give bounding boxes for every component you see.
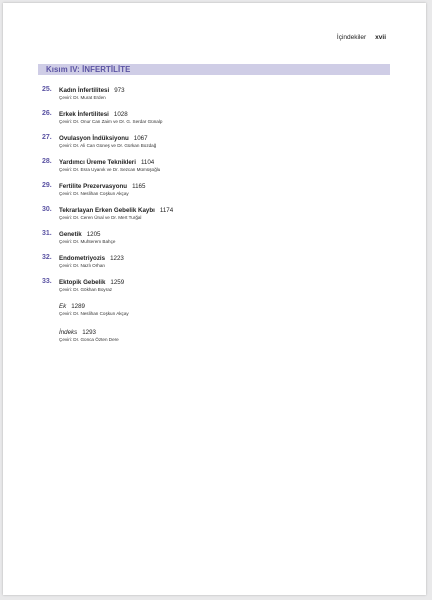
appendix-page-number: 1293 bbox=[82, 329, 96, 336]
toc-title-line bbox=[59, 302, 382, 311]
chapter-translator: Çeviri: Dr. Nazlı Orhan bbox=[59, 263, 105, 268]
chapter-title: Yardımcı Üreme Teknikleri bbox=[59, 159, 136, 166]
toc-title-line bbox=[59, 158, 160, 167]
chapter-number: 25. bbox=[42, 86, 52, 93]
toc-title-line bbox=[59, 230, 115, 239]
toc-entry-body bbox=[59, 110, 162, 125]
chapter-page-number: 1174 bbox=[159, 207, 174, 214]
chapter-title: Genetik bbox=[59, 231, 82, 238]
toc-title-line bbox=[59, 328, 382, 337]
toc-entry-body bbox=[59, 158, 160, 173]
toc-title-line bbox=[59, 86, 125, 95]
toc-appendix-entry[interactable] bbox=[59, 328, 382, 343]
running-head bbox=[337, 34, 386, 41]
chapter-number: 30. bbox=[42, 206, 52, 213]
chapter-page-number: 1259 bbox=[110, 279, 125, 286]
chapter-page-number: 1104 bbox=[140, 159, 155, 166]
chapter-title: Fertilite Prezervasyonu bbox=[59, 183, 128, 190]
table-of-contents bbox=[42, 86, 382, 354]
toc-entry-body bbox=[59, 86, 125, 101]
toc-entry[interactable] bbox=[42, 110, 382, 125]
chapter-title: Tekrarlayan Erken Gebelik Kaybı bbox=[59, 207, 155, 214]
toc-entry[interactable] bbox=[42, 86, 382, 101]
appendix-page-number: 1289 bbox=[71, 303, 85, 310]
toc-title-line bbox=[59, 182, 145, 191]
toc-entry-body bbox=[59, 254, 124, 269]
chapter-number: 29. bbox=[42, 182, 52, 189]
chapter-page-number: 1067 bbox=[133, 135, 148, 142]
chapter-page-number: 1205 bbox=[86, 231, 101, 238]
running-head-section: İçindekiler bbox=[336, 34, 367, 41]
part-title-bar bbox=[38, 64, 390, 75]
toc-entry[interactable] bbox=[42, 134, 382, 149]
toc-entry-body bbox=[59, 182, 145, 197]
toc-appendix-entry[interactable] bbox=[59, 302, 382, 317]
chapter-translator: Çeviri: Dr. Murat Erden bbox=[59, 95, 106, 100]
toc-title-line bbox=[59, 254, 124, 263]
appendix-title: İndeks bbox=[59, 329, 78, 336]
chapter-number: 28. bbox=[42, 158, 52, 165]
running-head-page-number: xvii bbox=[375, 34, 386, 41]
toc-entry-body bbox=[59, 206, 173, 221]
chapter-page-number: 1028 bbox=[113, 111, 128, 118]
toc-title-line bbox=[59, 278, 124, 287]
toc-entry[interactable] bbox=[42, 206, 382, 221]
chapter-title: Endometriyozis bbox=[59, 255, 106, 262]
chapter-page-number: 1165 bbox=[132, 183, 146, 190]
toc-entry[interactable] bbox=[42, 278, 382, 293]
chapter-translator: Çeviri: Dr. Neslihan Coşkun Akçay bbox=[59, 191, 129, 196]
chapter-translator: Çeviri: Dr. Ceren Ünal ve Dr. Mert Turğal bbox=[59, 215, 142, 220]
toc-entry-body bbox=[59, 328, 382, 343]
appendix-translator: Çeviri: Dr. Gonca Özten Dere bbox=[59, 337, 119, 342]
toc-entry-body bbox=[59, 278, 124, 293]
toc-entry[interactable] bbox=[42, 254, 382, 269]
toc-title-line bbox=[59, 134, 156, 143]
appendix-translator: Çeviri: Dr. Neslihan Coşkun Akçay bbox=[59, 311, 129, 316]
chapter-title: Ovulasyon İndüksiyonu bbox=[59, 135, 129, 142]
chapter-title: Ektopik Gebelik bbox=[59, 279, 106, 286]
toc-title-line bbox=[59, 110, 162, 119]
toc-entry-body bbox=[59, 302, 382, 317]
chapter-title: Kadın İnfertilitesi bbox=[59, 87, 110, 94]
chapter-translator: Çeviri: Dr. Onur Can Zaim ve Dr. G. Serdar Günalp bbox=[59, 119, 163, 124]
toc-entry-body bbox=[59, 134, 156, 149]
chapter-translator: Çeviri: Dr. Ali Can Güneş ve Dr. Gürkan Bozdağ bbox=[59, 143, 157, 148]
chapter-page-number: 1223 bbox=[110, 255, 124, 262]
chapter-translator: Çeviri: Dr. Gökhan Boyraz bbox=[59, 287, 113, 292]
appendix-title: Ek bbox=[59, 303, 67, 310]
document-page bbox=[3, 3, 426, 595]
chapter-page-number: 973 bbox=[114, 87, 125, 94]
chapter-translator: Çeviri: Dr. Esra Uyanık ve Dr. Sezcan Mümüşoğlu bbox=[59, 167, 161, 172]
toc-title-line bbox=[59, 206, 173, 215]
toc-entry-body bbox=[59, 230, 115, 245]
chapter-number: 33. bbox=[42, 278, 52, 285]
toc-entry[interactable] bbox=[42, 158, 382, 173]
part-title: Kısım IV: İNFERTİLİTE bbox=[46, 65, 131, 74]
chapter-number: 26. bbox=[42, 110, 52, 117]
chapter-translator: Çeviri: Dr. Muhterem Bahçe bbox=[59, 239, 116, 244]
chapter-title: Erkek İnfertilitesi bbox=[59, 111, 109, 118]
toc-entry[interactable] bbox=[42, 230, 382, 245]
chapter-number: 32. bbox=[42, 254, 52, 261]
toc-entry[interactable] bbox=[42, 182, 382, 197]
chapter-number: 27. bbox=[42, 134, 52, 141]
chapter-number: 31. bbox=[42, 230, 52, 237]
